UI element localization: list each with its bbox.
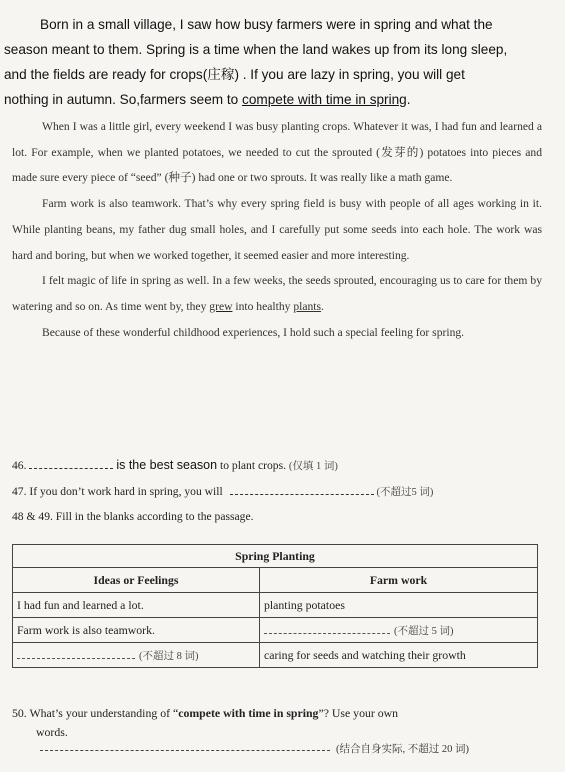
passage <box>12 114 542 345</box>
question-50-note: (结合自身实际, 不超过 20 词) <box>336 744 469 755</box>
column-header-farm-work: Farm work <box>260 568 538 593</box>
table-row <box>13 593 538 618</box>
intro-paragraph <box>4 12 552 112</box>
column-header-ideas: Ideas or Feelings <box>13 568 260 593</box>
table-title: Spring Planting <box>13 545 538 568</box>
table-row <box>13 643 538 668</box>
table-cell: Farm work is also teamwork. <box>13 618 260 643</box>
answer-blank-47[interactable] <box>230 484 374 495</box>
question-47: 47. If you don’t work hard in spring, you will (不超过5 词) <box>12 485 434 498</box>
table-row <box>13 618 538 643</box>
table-cell: caring for seeds and watching their growth <box>260 643 538 668</box>
answer-blank-46[interactable] <box>29 458 113 469</box>
underlined-word: plants <box>293 299 322 313</box>
passage-paragraph-2: Farm work is also teamwork. That’s why every spring field is busy with people of all ages working in it. While planting beans, my father dug small holes, and I carefully put some seeds into each hole. The work was hard and boring, but when we worked together, it seemed easier and more interesting. <box>12 197 542 262</box>
question-46: 46. is the best season to plant crops. (仅填 1 词) <box>12 458 338 472</box>
table-cell-blank[interactable]: (不超过 8 词) <box>13 643 260 668</box>
table-cell: I had fun and learned a lot. <box>13 593 260 618</box>
table-cell-blank[interactable]: (不超过 5 词) <box>260 618 538 643</box>
intro-line-4: nothing in autumn. So,farmers seem to compete with time in spring. <box>4 92 411 107</box>
intro-line-3: and the fields are ready for crops(庄稼) . If you are lazy in spring, you will get <box>4 67 465 82</box>
table-cell: planting potatoes <box>260 593 538 618</box>
answer-line-50[interactable] <box>40 750 330 751</box>
underlined-phrase: compete with time in spring <box>242 92 407 107</box>
crossed-word: grew <box>209 299 233 313</box>
spring-planting-table <box>12 544 538 668</box>
question-50: 50. What’s your understanding of “compete with time in spring”? Use your own words. <box>12 706 399 739</box>
passage-paragraph-3: I felt magic of life in spring as well. In a few weeks, the seeds sprouted, encouraging us to care for them by watering and so on. As time went by, they grew into healthy plants. <box>12 274 542 313</box>
question-48-49: 48 & 49. Fill in the blanks according to the passage. <box>12 510 254 523</box>
passage-paragraph-1: When I was a little girl, every weekend I was busy planting crops. Whatever it was, I had fun and learned a lot. For example, when we planted potatoes, we needed to cut the sprouted (发芽的) potatoes into pieces and made sure every piece of “seed” (种子) had one or two sprouts. It was really like a math game. <box>12 120 542 185</box>
intro-line-1: Born in a small village, I saw how busy farmers were in spring and what the <box>40 17 493 32</box>
passage-paragraph-4: Because of these wonderful childhood experiences, I hold such a special feeling for spring. <box>42 325 465 339</box>
intro-line-2: season meant to them. Spring is a time when the land wakes up from its long sleep, <box>4 42 508 57</box>
